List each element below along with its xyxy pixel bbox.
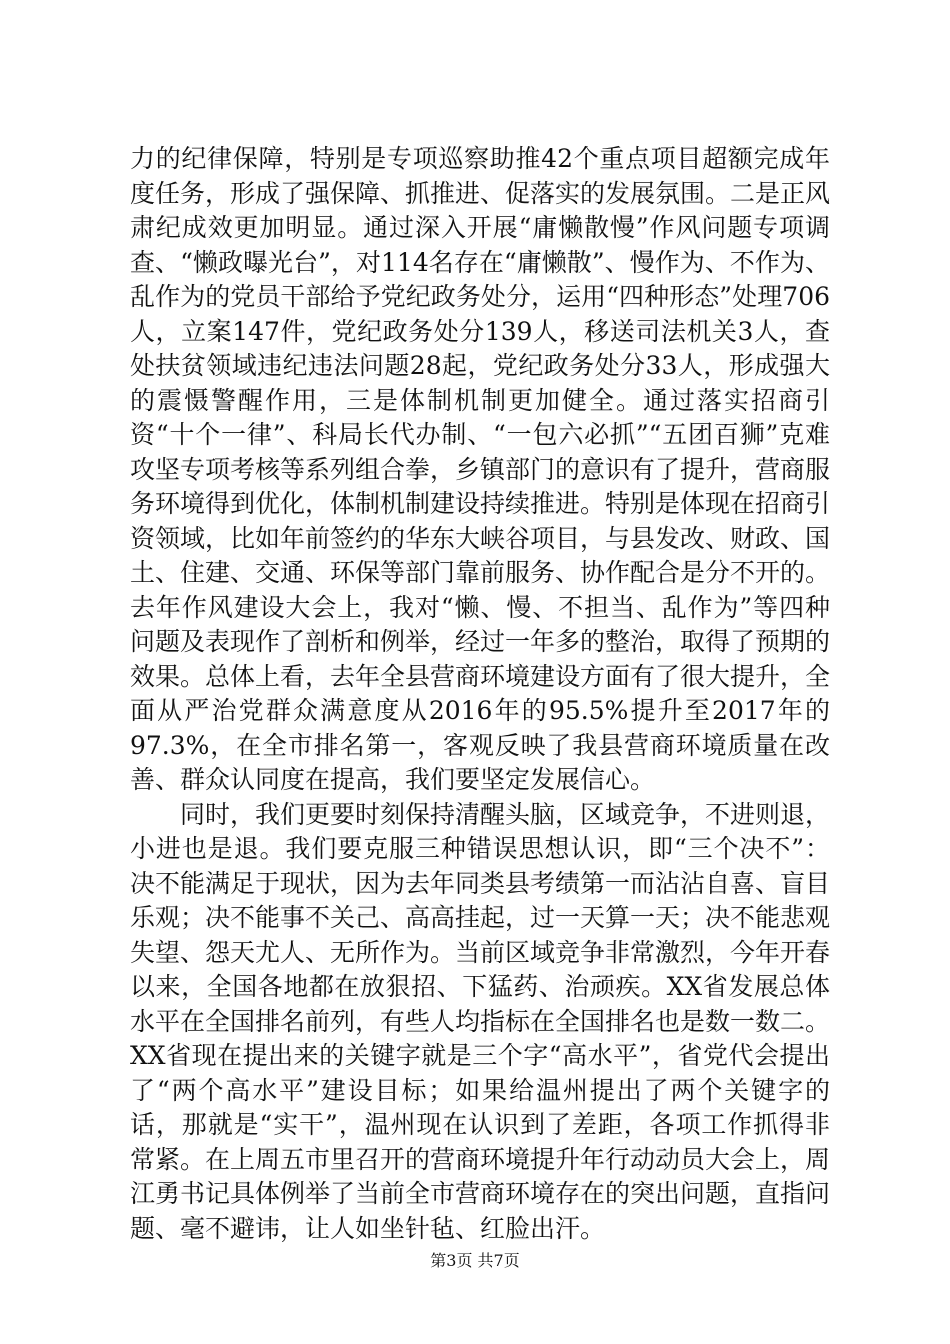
- document-body: [130, 142, 830, 1246]
- paragraph-2: 同时，我们更要时刻保持清醒头脑，区域竞争，不进则退，小进也是退。我们要克服三种错误思想认识，即“三个决不”：决不能满足于现状，因为去年同类县考绩第一而沾沾自喜、盲目乐观；决不能事不关己、高高挂起，过一天算一天；决不能悲观失望、怨天尤人、无所作为。当前区域竞争非常激烈，今年开春以来，全国各地都在放狠招、下猛药、治顽疾。XX省发展总体水平在全国排名前列，有些人均指标在全国排名也是数一数二。XX省现在提出来的关键字就是三个字“高水平”，省党代会提出了“两个高水平”建设目标；如果给温州提出了两个关键字的话，那就是“实干”，温州现在认识到了差距，各项工作抓得非常紧。在上周五市里召开的营商环境提升年行动动员大会上，周江勇书记具体例举了当前全市营商环境存在的突出问题，直指问题、毫不避讳，让人如坐针毡、红脸出汗。: [130, 799, 831, 1243]
- page-footer: 第3页 共7页: [430, 1251, 520, 1270]
- paragraph-1: 力的纪律保障，特别是专项巡察助推42个重点项目超额完成年度任务，形成了强保障、抓推进、促落实的发展氛围。二是正风肃纪成效更加明显。通过深入开展“庸懒散慢”作风问题专项调查、“懒政曝光台”，对114名存在“庸懒散”、慢作为、不作为、乱作为的党员干部给予党纪政务处分，运用“四种形态”处理706人，立案147件，党纪政务处分139人，移送司法机关3人，查处扶贫领域违纪违法问题28起，党纪政务处分33人，形成强大的震慑警醒作用，三是体制机制更加健全。通过落实招商引资“十个一律”、科局长代办制、“一包六必抓”“五团百狮”克难攻坚专项考核等系列组合拳，乡镇部门的意识有了提升，营商服务环境得到优化，体制机制建设持续推进。特别是体现在招商引资领域，比如年前签约的华东大峡谷项目，与县发改、财政、国土、住建、交通、环保等部门靠前服务、协作配合是分不开的。去年作风建设大会上，我对“懒、慢、不担当、乱作为”等四种问题及表现作了剖析和例举，经过一年多的整治，取得了预期的效果。总体上看，去年全县营商环境建设方面有了很大提升，全面从严治党群众满意度从2016年的95.5%提升至2017年的97.3%，在全市排名第一，客观反映了我县营商环境质量在改善、群众认同度在提高，我们要坚定发展信心。: [130, 144, 831, 794]
